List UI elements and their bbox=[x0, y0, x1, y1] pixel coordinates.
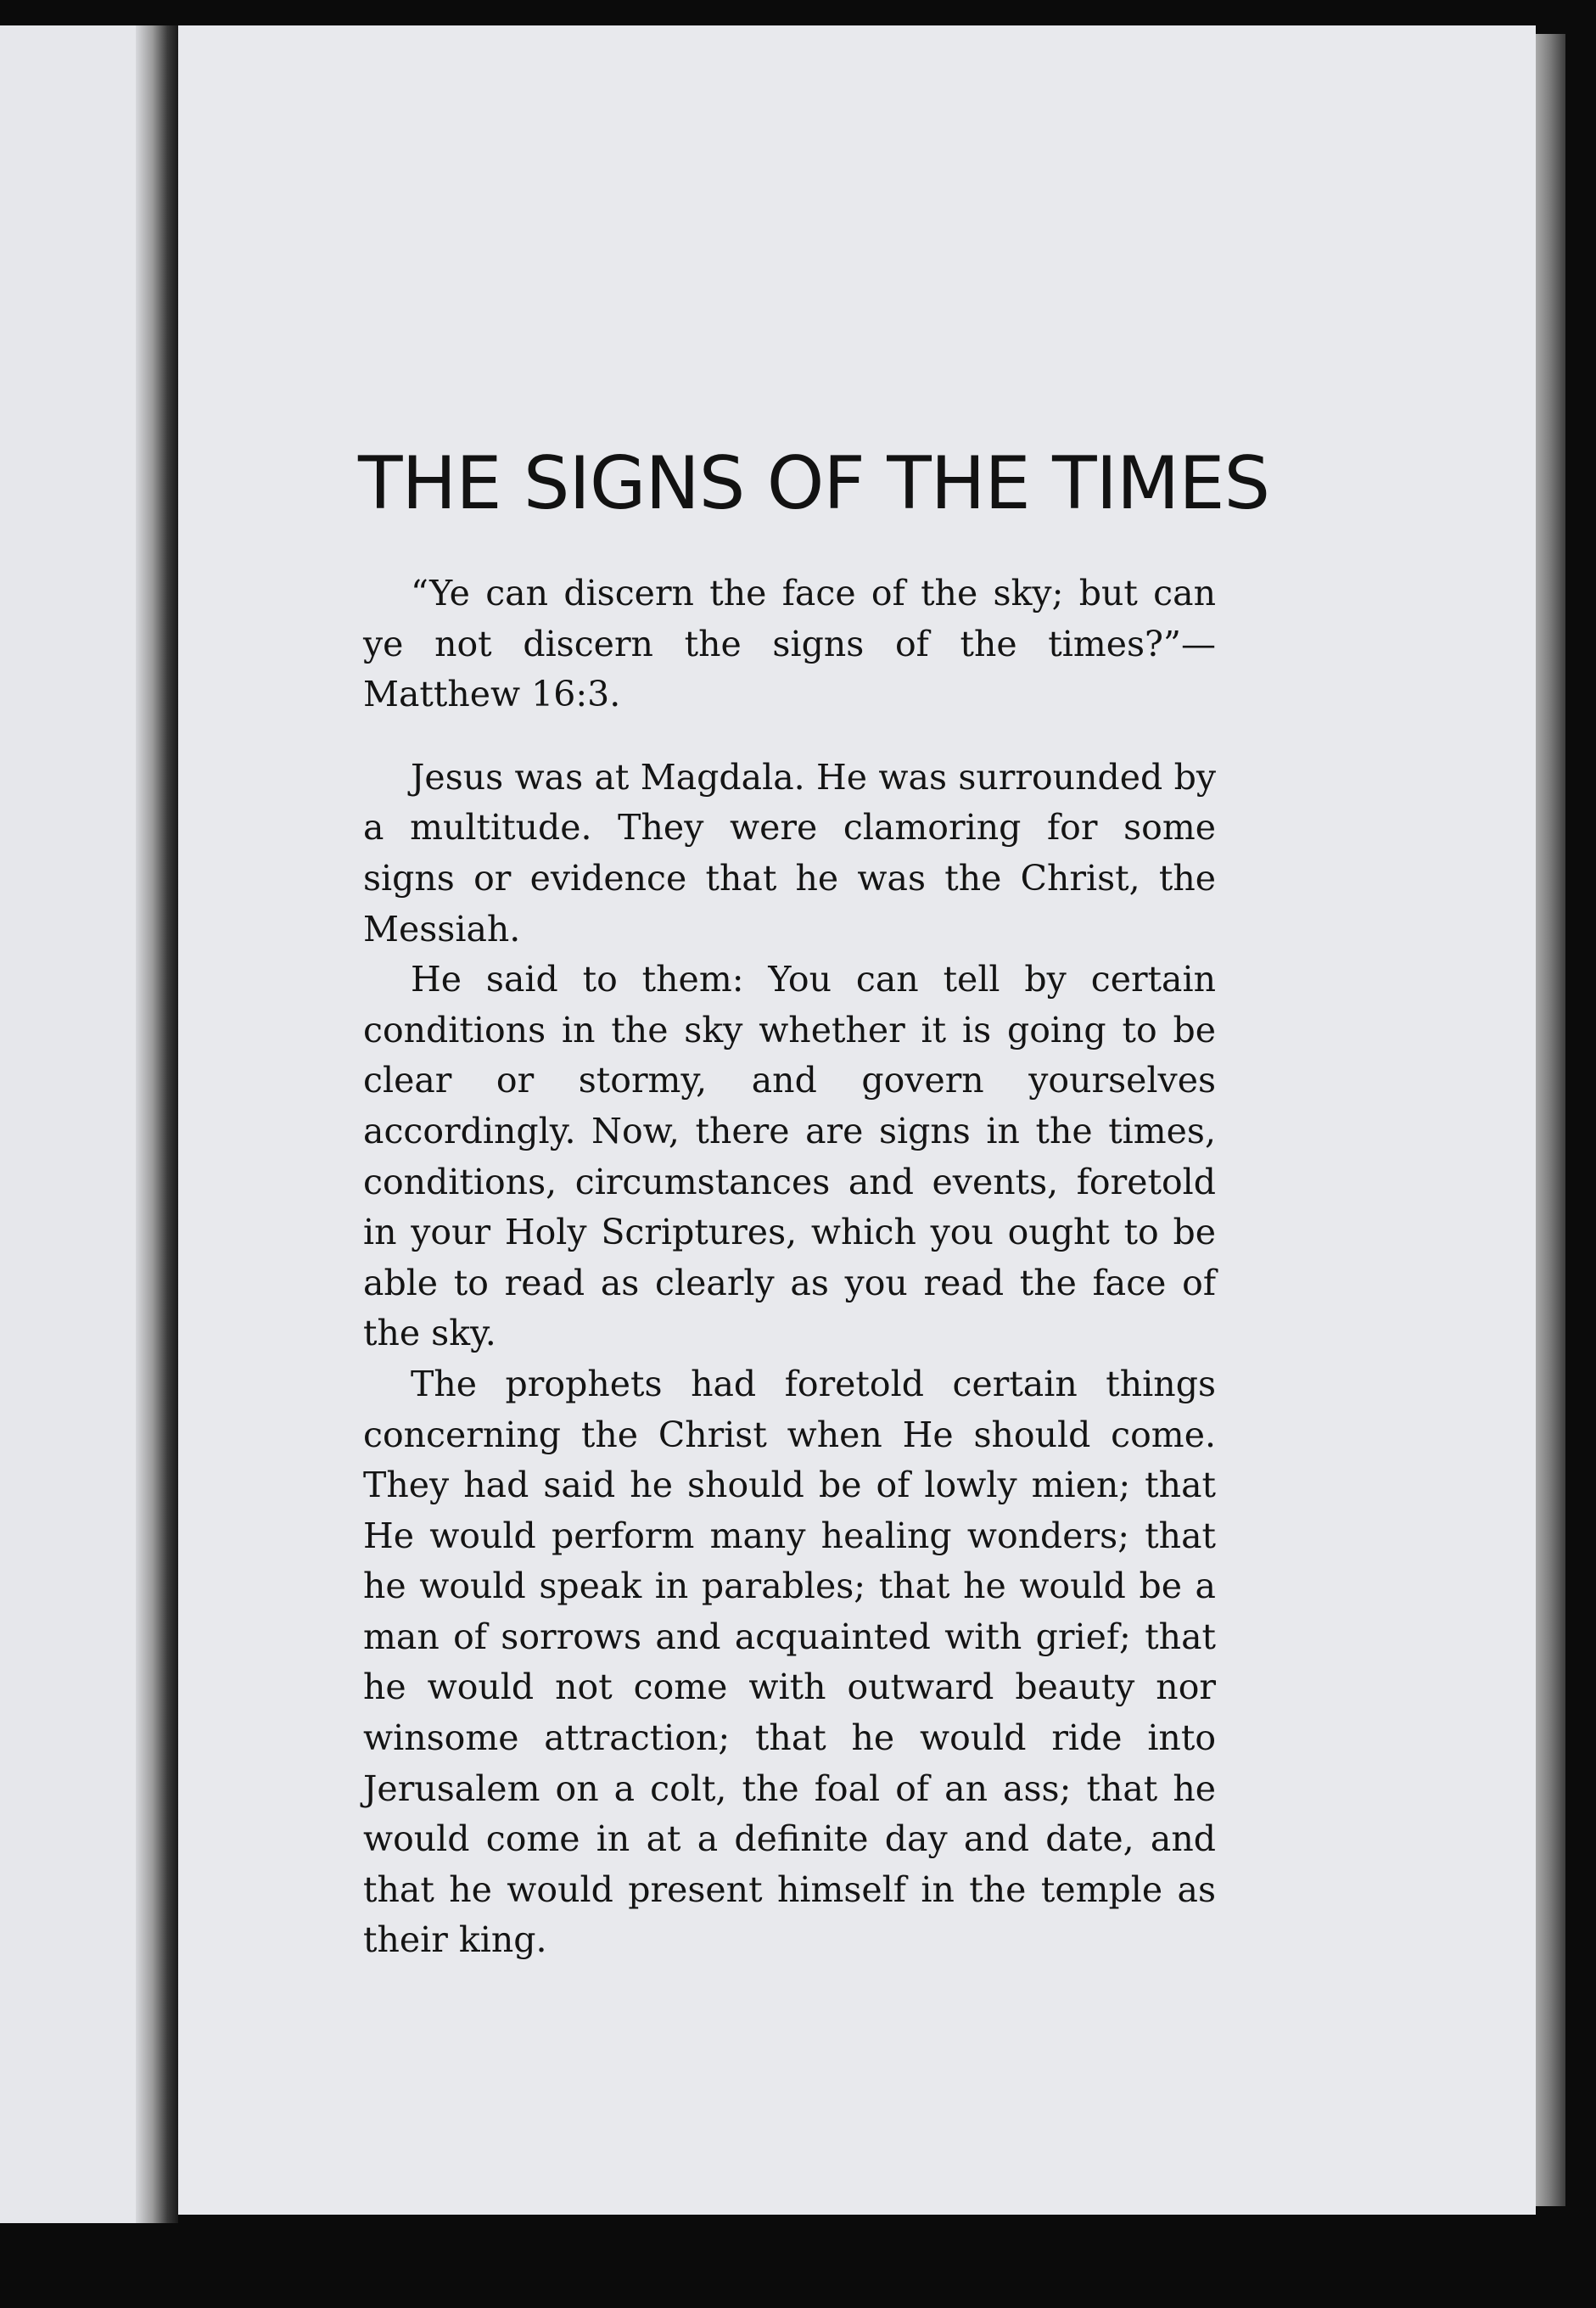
epigraph-quote: “Ye can discern the face of the sky; but can ye not discern the signs of the times?”—Matthew 16:3. bbox=[363, 573, 1216, 715]
paragraph-3: The prophets had foretold certain things concerning the Christ when He should come. They had said he should be of lowly mien; that He would perform many healing wonders; that he would speak in parables; that he would be a man of sorrows and acquainted with grief; that he would not come with outward beauty nor winsome attraction; that he would ride into Jerusalem on a colt, the foal of an ass; that he would come in at a definite day and date, and that he would present himself in the temple as their king. bbox=[363, 1363, 1216, 1961]
page-edge bbox=[1536, 34, 1565, 2206]
paragraph-1: Jesus was at Magdala. He was surrounded by a multitude. They were clamoring for some signs or evidence that he was the Christ, the Messiah. bbox=[363, 756, 1216, 950]
book-gutter-shadow bbox=[136, 25, 178, 2223]
paragraph-2: He said to them: You can tell by certain conditions in the sky whether it is going to be clear or stormy, and govern yourselves accordingly. Now, there are signs in the times, conditions, circumstances and events, foretold in your Holy Scriptures, which you ought to be able to read as clearly as you read the face of the sky. bbox=[363, 959, 1216, 1354]
chapter-title: THE SIGNS OF THE TIMES bbox=[358, 441, 1270, 526]
body-text bbox=[363, 569, 1216, 1966]
